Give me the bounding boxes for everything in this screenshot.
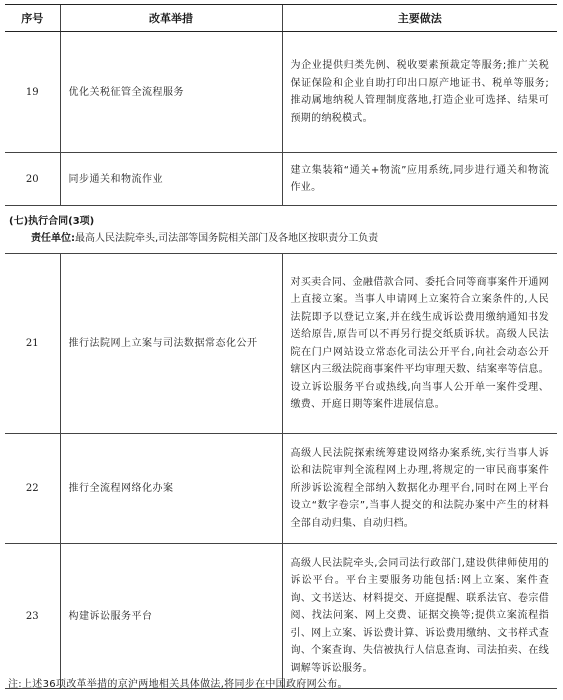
row-method: 为企业提供归类先例、税收要素预裁定等服务;推广关税保证保险和企业自助打印出口原产地证书、税单等服务;推动属地纳税人管理制度落地,打造企业可选择、结果可预期的纳税模式。	[282, 32, 557, 153]
row-number: 19	[5, 32, 60, 153]
header-measure: 改革举措	[60, 5, 282, 32]
row-number: 20	[5, 153, 60, 206]
row-measure: 优化关税征管全流程服务	[60, 32, 282, 153]
document-page	[5, 4, 557, 689]
table-row	[5, 32, 557, 153]
table-row	[5, 254, 557, 434]
row-method: 建立集装箱“通关+物流”应用系统,同步进行通关和物流作业。	[282, 153, 557, 206]
row-number: 22	[5, 434, 60, 544]
section-row	[5, 206, 557, 254]
row-method: 高级人民法院探索统筹建设网络办案系统,实行当事人诉讼和法院审判全流程网上办理,将规定的一审民商事案件所涉诉讼流程全部纳入数据化办理平台,同时在网上平台设立“数字卷宗”,当事人提交的和法院办案中产生的材料全部自动归集、自动归档。	[282, 434, 557, 544]
row-number: 21	[5, 254, 60, 434]
row-method: 对买卖合同、金融借款合同、委托合同等商事案件开通网上直接立案。当事人申请网上立案符合立案条件的,人民法院即予以登记立案,并在线生成诉讼费用缴纳通知书发送给原告,原告可以不再另行提交纸质诉状。高级人民法院在门户网站设立常态化司法公开平台,向社会动态公开辖区内三级法院商事案件平均审理天数、结案率等信息。设立诉讼服务平台或热线,向当事人公开单一案件受理、缴费、开庭日期等案件进展信息。	[282, 254, 557, 434]
row-measure: 同步通关和物流作业	[60, 153, 282, 206]
row-number: 23	[5, 544, 60, 689]
reform-measures-table	[5, 4, 557, 689]
row-method: 高级人民法院牵头,会同司法行政部门,建设供律师使用的诉讼平台。平台主要服务功能包括:网上立案、案件查询、文书送达、材料提交、开庭提醒、联系法官、卷宗借阅、找法问案、网上交费、证据交换等;提供立案流程指引、网上立案、诉讼费计算、诉讼费用缴纳、文书样式查询、个案查询、失信被执行人信息查询、司法拍卖、在线调解等诉讼服务。	[282, 544, 557, 689]
header-method: 主要做法	[282, 5, 557, 32]
row-measure: 推行全流程网络化办案	[60, 434, 282, 544]
section-cell	[5, 206, 557, 254]
table-header-row	[5, 5, 557, 32]
row-measure: 推行法院网上立案与司法数据常态化公开	[60, 254, 282, 434]
row-measure: 构建诉讼服务平台	[60, 544, 282, 689]
responsibility-label: 责任单位:	[31, 232, 75, 244]
section-title: (七)执行合同(3项)	[9, 215, 95, 227]
table-row	[5, 544, 557, 689]
responsibility-text: 最高人民法院牵头,司法部等国务院相关部门及各地区按职责分工负责	[75, 232, 379, 244]
table-row	[5, 434, 557, 544]
footnote: 注:上述36项改革举措的京沪两地相关具体做法,将同步在中国政府网公布。	[8, 679, 348, 690]
header-no: 序号	[5, 5, 60, 32]
table-row	[5, 153, 557, 206]
section-responsibility	[9, 230, 557, 247]
